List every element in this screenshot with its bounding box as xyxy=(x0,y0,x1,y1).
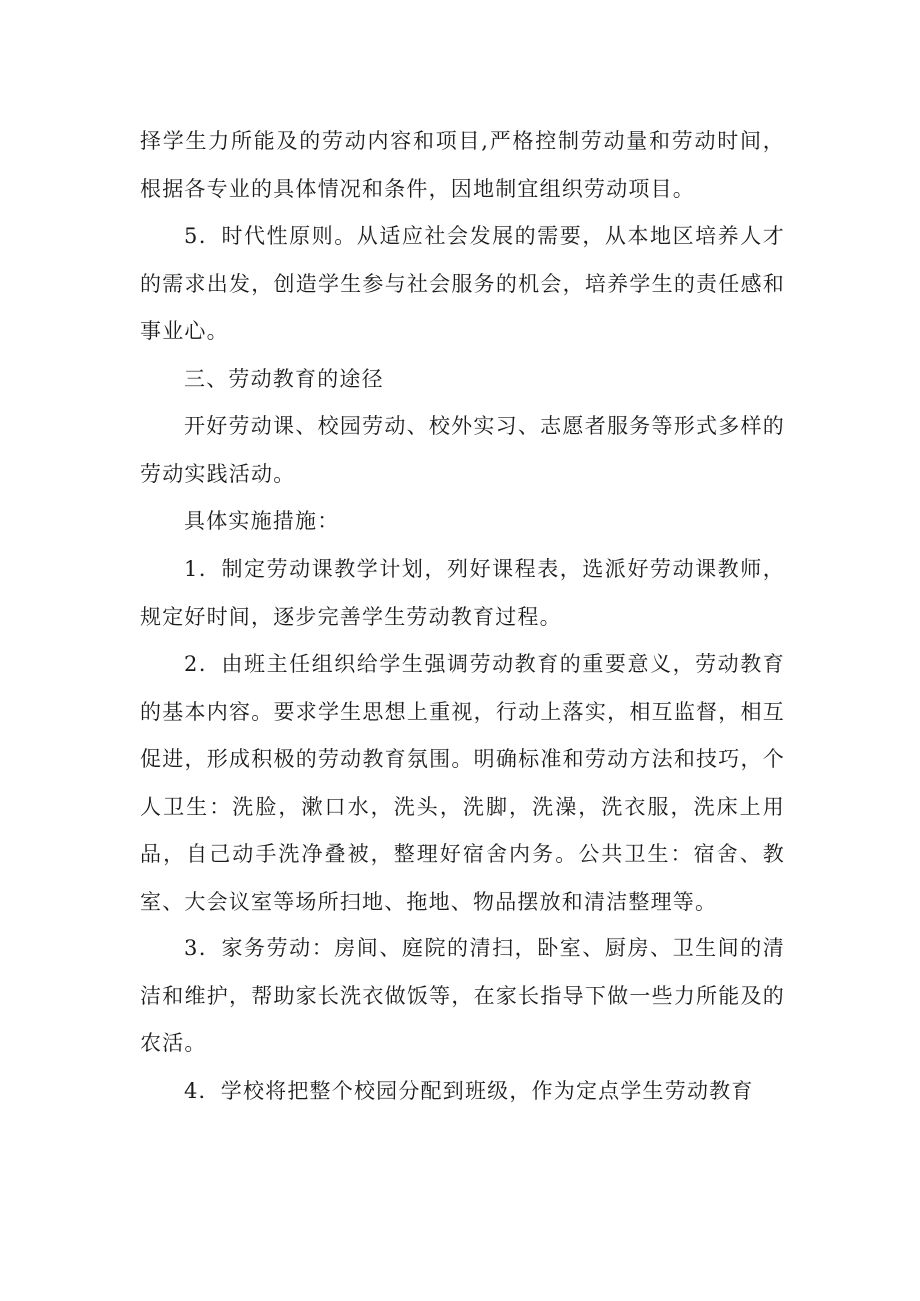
section-heading-3: 三、劳动教育的途径 xyxy=(184,367,384,391)
paragraph-measure-3: 3．家务劳动：房间、庭院的清扫，卧室、厨房、卫生间的清洁和维护，帮助家长洗衣做饭等，在家长指导下做一些力所能及的农活。 xyxy=(140,936,785,1055)
paragraph-principle-5: 5．时代性原则。从适应社会发展的需要，从本地区培养人才的需求出发，创造学生参与社会服务的机会，培养学生的责任感和事业心。 xyxy=(140,224,785,343)
paragraph-continuation: 择学生力所能及的劳动内容和项目,严格控制劳动量和劳动时间，根据各专业的具体情况和条件，因地制宜组织劳动项目。 xyxy=(140,129,785,201)
paragraph-measure-1: 1．制定劳动课教学计划，列好课程表，选派好劳动课教师，规定好时间，逐步完善学生劳动教育过程。 xyxy=(140,557,785,629)
paragraph-approaches: 开好劳动课、校园劳动、校外实习、志愿者服务等形式多样的劳动实践活动。 xyxy=(140,414,785,486)
paragraph-measure-4: 4．学校将把整个校园分配到班级，作为定点学生劳动教育 xyxy=(184,1079,754,1103)
paragraph-measure-2: 2．由班主任组织给学生强调劳动教育的重要意义，劳动教育的基本内容。要求学生思想上重视，行动上落实，相互监督，相互促进，形成积极的劳动教育氛围。明确标准和劳动方法和技巧，个人卫生：洗脸，漱口水，洗头，洗脚，洗澡，洗衣服，洗床上用品，自己动手洗净叠被，整理好宿舍内务。公共卫生：宿舍、教室、大会议室等场所扫地、拖地、物品摆放和清洁整理等。 xyxy=(140,652,785,914)
paragraph-measures-heading: 具体实施措施： xyxy=(184,509,340,533)
